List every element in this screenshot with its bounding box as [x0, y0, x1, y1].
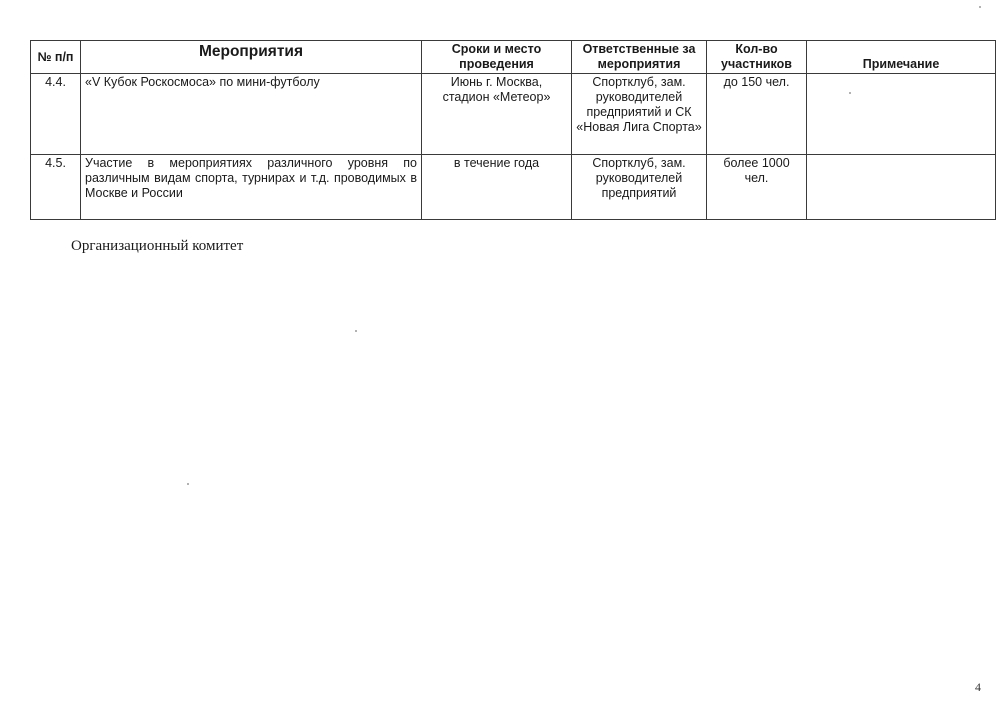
header-count: Кол-во участников [707, 41, 807, 74]
row-responsible: Спортклуб, зам. руководителей предприятий [572, 155, 707, 220]
events-table [30, 40, 996, 220]
row-count: до 150 чел. [707, 74, 807, 155]
header-responsible: Ответственные за мероприятия [572, 41, 707, 74]
row-event: «V Кубок Роскосмоса» по мини-футболу [81, 74, 422, 155]
row-when: в течение года [422, 155, 572, 220]
table-header-row [31, 41, 996, 74]
row-event: Участие в мероприятиях различного уровня по различным видам спорта, турнирах и т.д. проводимых в Москве и России [81, 155, 422, 220]
row-note [807, 155, 996, 220]
row-note [807, 74, 996, 155]
row-responsible: Спортклуб, зам. руководителей предприятий и СК «Новая Лига Спорта» [572, 74, 707, 155]
page-number: 4 [975, 680, 981, 694]
table-row [31, 74, 996, 155]
scan-speck [187, 483, 189, 485]
header-note: Примечание [807, 41, 996, 74]
row-num: 4.5. [31, 155, 81, 220]
scan-speck [849, 92, 851, 94]
row-count: более 1000 чел. [707, 155, 807, 220]
row-num: 4.4. [31, 74, 81, 155]
header-num: № п/п [31, 41, 81, 74]
header-event: Мероприятия [81, 41, 422, 74]
scan-speck [355, 330, 357, 332]
header-when: Сроки и место проведения [422, 41, 572, 74]
scan-speck [979, 6, 981, 8]
row-when: Июнь г. Москва, стадион «Метеор» [422, 74, 572, 155]
table-row [31, 155, 996, 220]
signature-line: Организационный комитет [71, 238, 244, 254]
